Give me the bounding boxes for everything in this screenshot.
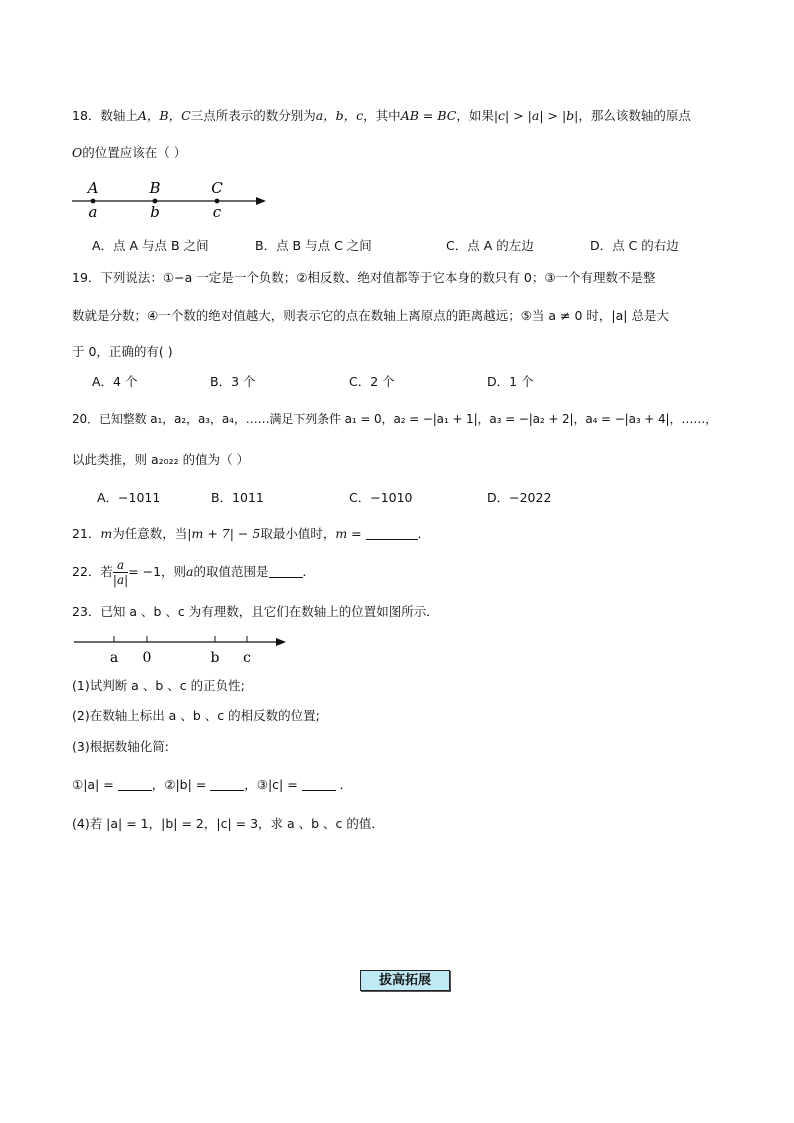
q22-line — [72, 558, 315, 587]
q20-line1: 20．已知整数 a₁，a₂，a₃，a₄，……满足下列条件 a₁ = 0，a₂ = −|a₁ + 1|，a₃ = −|a₂ + 2|，a₄ = −|a₃ + 4|，……， — [72, 412, 718, 426]
q18-points: A，B，C — [137, 108, 191, 123]
q22-numerator: a — [113, 558, 128, 573]
q20-option-c[interactable]: C．−1010 — [349, 490, 413, 505]
q23-part1: (1)试判断 a 、b 、c 的正负性; — [72, 678, 245, 693]
q23-blank-a[interactable] — [118, 778, 152, 791]
q23-part3: (3)根据数轴化简: — [72, 739, 169, 754]
label-B: B — [149, 179, 161, 197]
q18-option-a[interactable]: A．点 A 与点 B 之间 — [92, 238, 209, 253]
q21-number: 21． — [72, 526, 101, 541]
label-A: A — [87, 179, 99, 197]
section-heading: 拔高拓展 — [360, 970, 450, 991]
q21-end: ． — [417, 526, 431, 541]
q23-line1: 23．已知 a 、b 、c 为有理数，且它们在数轴上的位置如图所示． — [72, 604, 439, 619]
q23-blank-b[interactable] — [210, 778, 244, 791]
q22-denominator: |a| — [112, 573, 129, 587]
label-c: c — [243, 650, 251, 666]
q18-text: ，如果 — [456, 108, 494, 123]
q23-end: ． — [339, 777, 353, 792]
q18-line2 — [72, 143, 186, 161]
q22-text: 的取值范围是 — [193, 564, 269, 579]
q18-line1 — [72, 106, 691, 124]
label-C: C — [211, 179, 223, 197]
q21-var: m — [100, 526, 113, 541]
q18-equation: AB = BC — [400, 108, 457, 123]
q18-condition: |c| > |a| > |b| — [493, 108, 579, 123]
q19-option-d[interactable]: D．1 个 — [487, 374, 534, 389]
q21-answer-blank[interactable] — [366, 527, 418, 540]
q23-number-line — [70, 630, 295, 668]
q19-line2: 数就是分数；④一个数的绝对值越大，则表示它的点在数轴上离原点的距离越远；⑤当 a ≠ 0 时，|a| 总是大 — [72, 308, 669, 323]
q22-fraction — [113, 558, 128, 587]
q20-option-b[interactable]: B．1011 — [211, 490, 264, 505]
q18-number-line — [68, 176, 273, 224]
label-b: b — [150, 203, 160, 221]
q20-option-d[interactable]: D．−2022 — [487, 490, 552, 505]
q20-line2: 以此类推，则 a₂₀₂₂ 的值为（ ） — [72, 452, 250, 467]
q18-values: a，b，c — [315, 108, 364, 123]
label-b: b — [210, 650, 220, 666]
q23-abs-b: ，②|b| = — [151, 777, 207, 792]
label-a: a — [88, 203, 98, 221]
q23-abs-a: ①|a| = — [72, 777, 114, 792]
q23-abs-c: ，③|c| = — [244, 777, 298, 792]
q18-option-d[interactable]: D．点 C 的右边 — [590, 238, 679, 253]
q19-option-b[interactable]: B．3 个 — [210, 374, 256, 389]
q21-text: 取最小值时， — [260, 526, 336, 541]
q18-origin: O — [72, 145, 83, 160]
q22-end: ． — [302, 564, 316, 579]
label-a: a — [109, 650, 119, 666]
q19-option-a[interactable]: A．4 个 — [92, 374, 138, 389]
q23-part3-answers — [72, 775, 352, 793]
q21-answer-label: m = — [335, 526, 362, 541]
q23-part4: (4)若 |a| = 1，|b| = 2，|c| = 3，求 a 、b 、c 的值． — [72, 816, 384, 831]
q23-blank-c[interactable] — [302, 778, 336, 791]
q20-option-a[interactable]: A．−1011 — [97, 490, 161, 505]
q18-text: 的位置应该在（ ） — [82, 145, 187, 160]
q21-expression: |m + 7| − 5 — [187, 526, 261, 541]
q23-part2: (2)在数轴上标出 a 、b 、c 的相反数的位置; — [72, 708, 320, 723]
q19-line1: 19．下列说法：①−a 一定是一个负数；②相反数、绝对值都等于它本身的数只有 0；③一个有理数不是整 — [72, 270, 656, 285]
q19-option-c[interactable]: C．2 个 — [349, 374, 395, 389]
q22-var: a — [186, 564, 194, 579]
q18-text: ，那么该数轴的原点 — [578, 108, 691, 123]
q21-text: 为任意数，当 — [112, 526, 188, 541]
label-c: c — [212, 203, 222, 221]
q18-option-c[interactable]: C．点 A 的左边 — [446, 238, 534, 253]
q18-option-b[interactable]: B．点 B 与点 C 之间 — [255, 238, 372, 253]
q18-text: 18．数轴上 — [72, 108, 138, 123]
label-zero: 0 — [142, 650, 152, 666]
q22-answer-blank[interactable] — [269, 565, 303, 578]
q22-text: = −1，则 — [128, 564, 187, 579]
q18-text: ，其中 — [363, 108, 401, 123]
q18-text: 三点所表示的数分别为 — [190, 108, 316, 123]
q22-number: 22．若 — [72, 564, 113, 579]
q19-line3: 于 0，正确的有( ) — [72, 344, 173, 359]
q21-line — [72, 524, 430, 542]
